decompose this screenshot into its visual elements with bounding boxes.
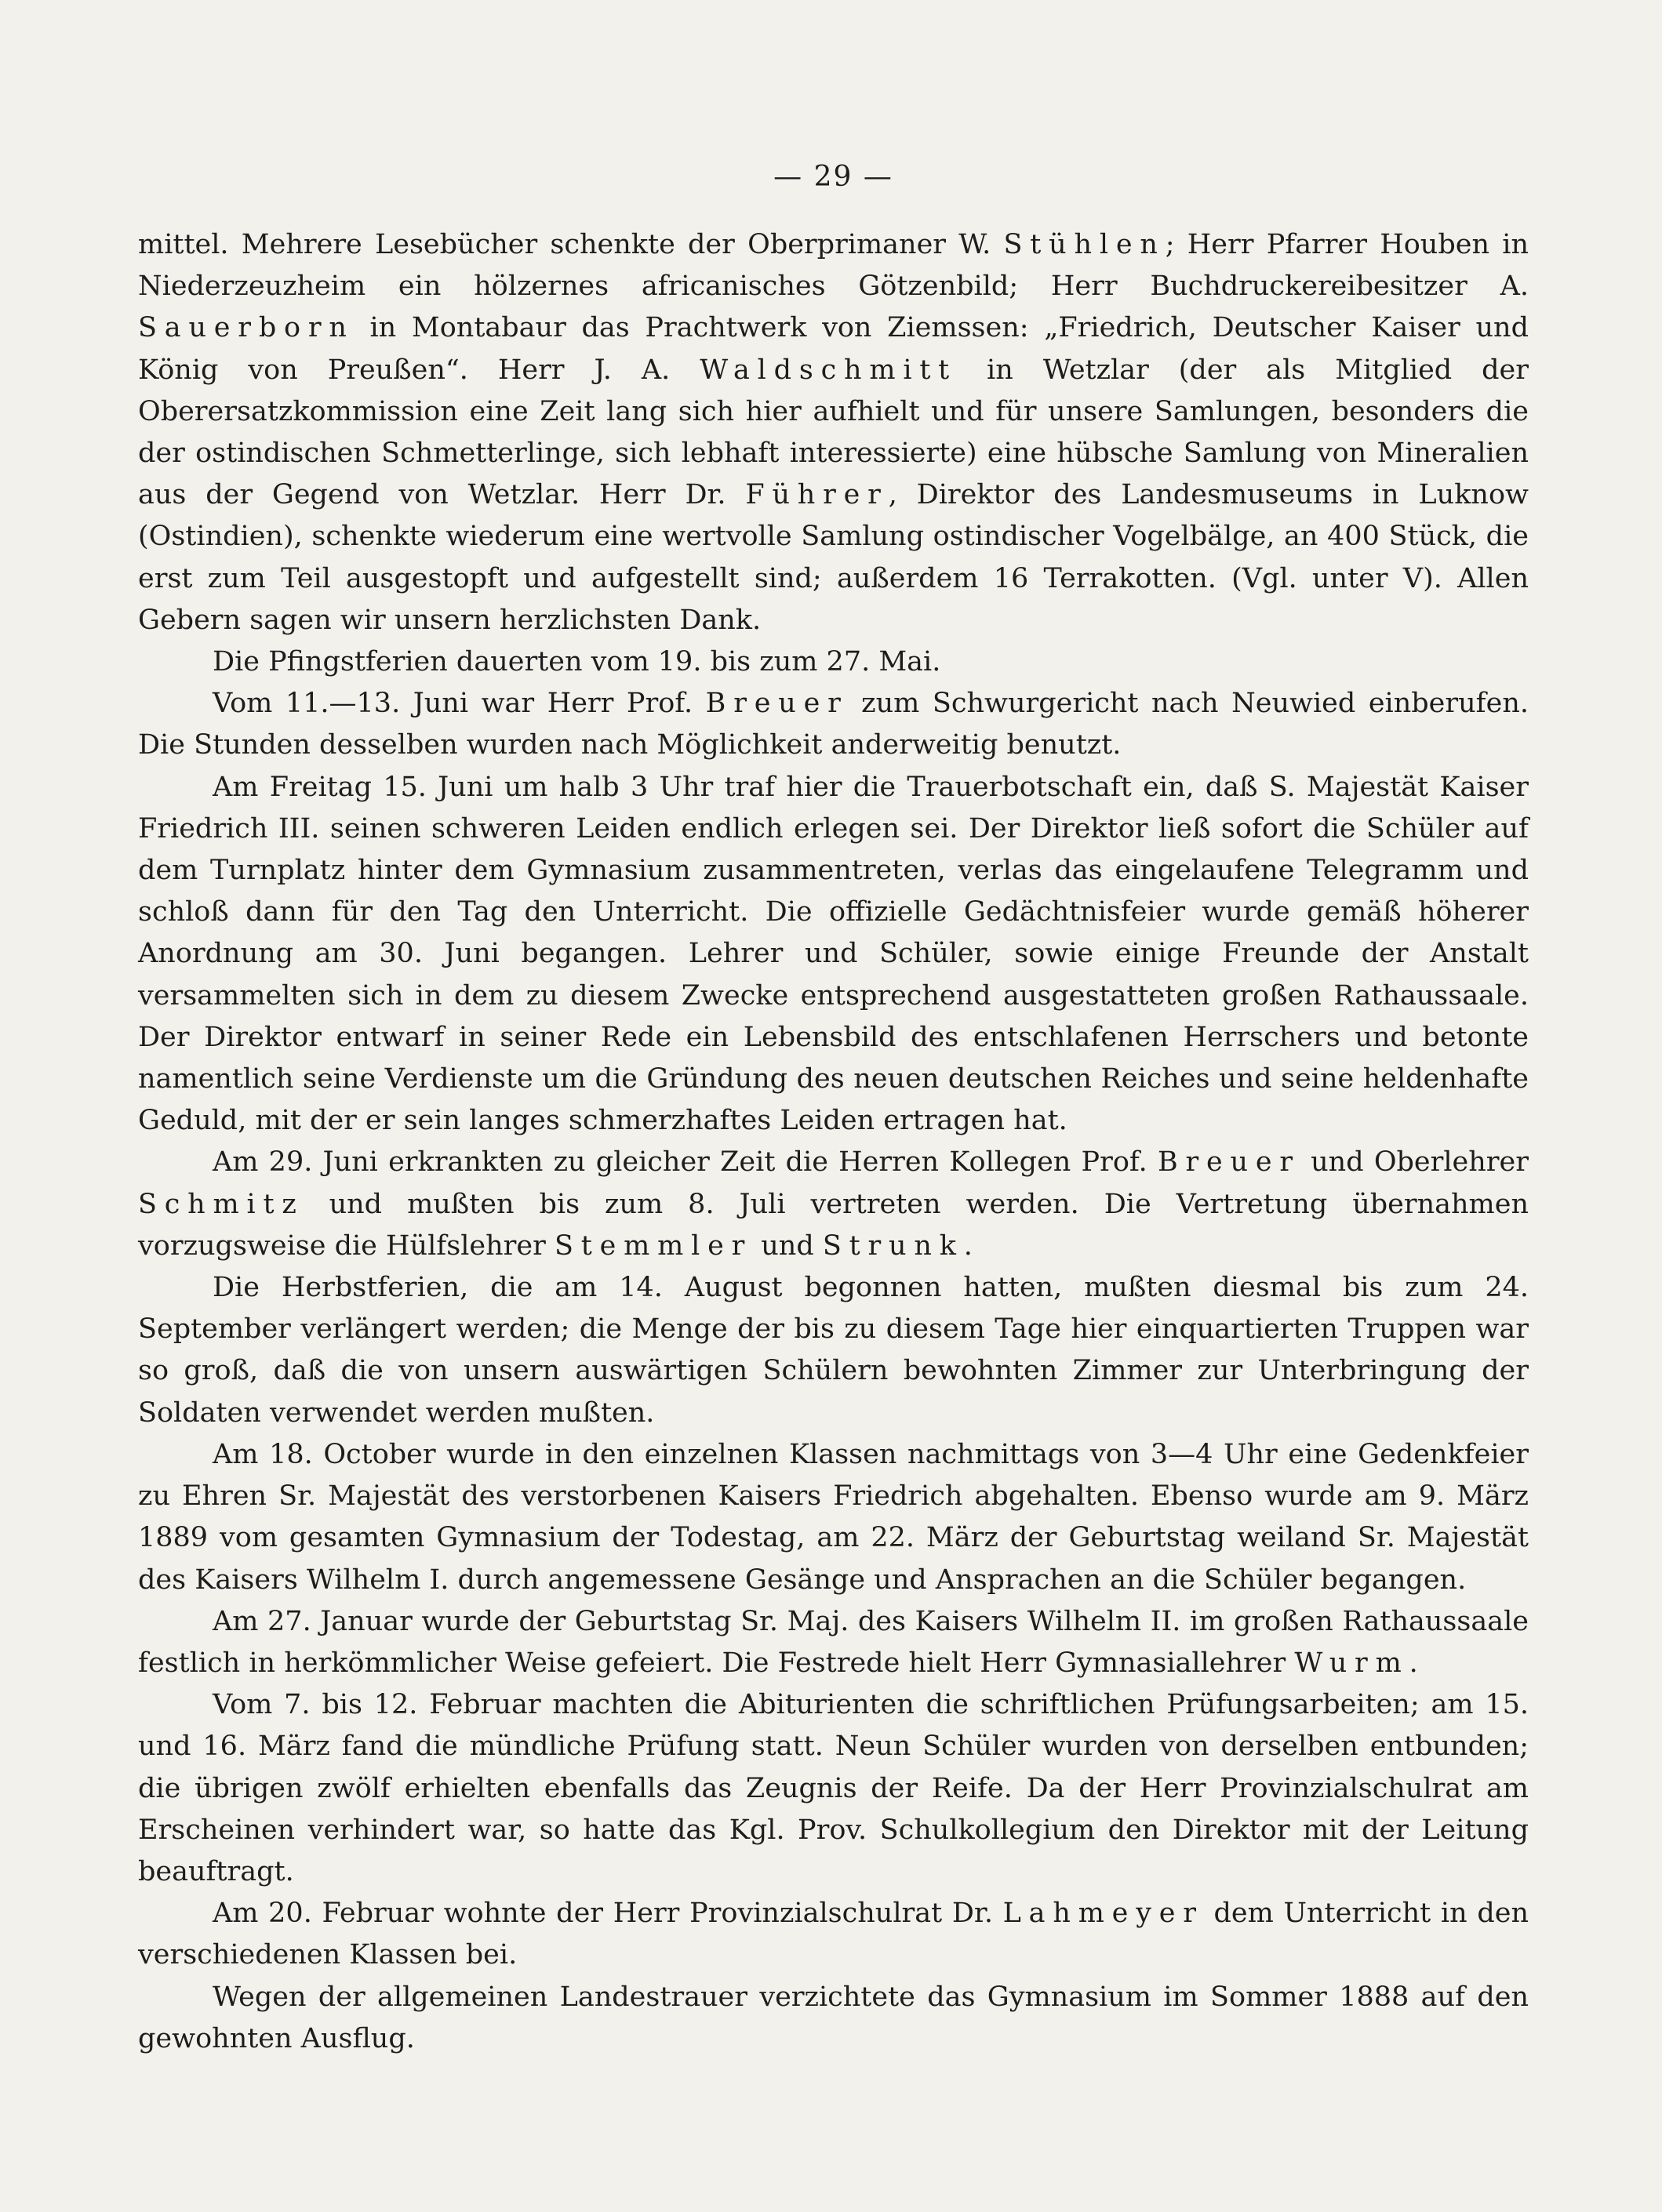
spaced-name: Breuer: [1157, 1146, 1300, 1179]
text-run: mittel. Mehrere Lesebücher schenkte der Oberprimaner W.: [138, 229, 1004, 260]
text-run: dem Unterricht in den verschiedenen Klassen bei.: [138, 1898, 1529, 1971]
spaced-name: Strunk: [822, 1229, 964, 1262]
text-run: zum Schwurgericht nach Neuwied einberufen. Die Stunden desselben wurden nach Möglichkeit anderweitig benutzt.: [138, 688, 1529, 761]
text-run: Vom 7. bis 12. Februar machten die Abiturienten die schriftlichen Prüfungsarbeiten; am 15. und 16. März fand die mündliche Prüfung statt. Neun Schüler wurden von derselben entbunden; die übrigen zwölf erhielten ebenfalls das Zeugnis der Reife. Da der Herr Provinzialschulrat am Erscheinen verhindert war, so hatte das Kgl. Prov. Schulkollegium den Direktor mit der Leitung beauftragt.: [138, 1689, 1529, 1887]
paragraph: [138, 683, 1529, 766]
text-run: .: [1409, 1647, 1418, 1679]
paragraph: [138, 767, 1529, 1142]
text-run: Am 18. October wurde in den einzelnen Klassen nachmittags von 3—4 Uhr eine Gedenkfeier zu Ehren Sr. Majestät des verstorbenen Kaisers Friedrich abgehalten. Ebenso wurde am 9. März 1889 vom gesamten Gymnasium der Todestag, am 22. März der Geburtstag weiland Sr. Majestät des Kaisers Wilhelm I. durch angemessene Gesänge und Ansprachen an die Schüler begangen.: [138, 1438, 1529, 1596]
paragraph: [138, 1684, 1529, 1893]
paragraph: [138, 1977, 1529, 2060]
text-run: in Montabaur das Prachtwerk von Ziemssen: „Friedrich, Deutscher Kaiser und König von Preußen“. Herr J. A.: [138, 312, 1529, 386]
text-run: und Oberlehrer: [1300, 1146, 1529, 1179]
paragraph: [138, 1142, 1529, 1267]
spaced-name: Führer: [745, 479, 889, 511]
text-run: Vom 11.—13. Juni war Herr Prof.: [213, 688, 706, 720]
spaced-name: Wurm: [1294, 1647, 1409, 1679]
spaced-name: Stemmler: [554, 1229, 753, 1262]
body-text: [138, 224, 1529, 2060]
paragraph: [138, 641, 1529, 683]
text-run: und: [752, 1229, 823, 1262]
spaced-name: Breuer: [705, 688, 849, 720]
text-run: in Wetzlar (der als Mitglied der Oberersatzkommission eine Zeit lang sich hier aufhielt und für unsere Samlungen, besonders die der ostindischen Schmetterlinge, sich lebhaft interessierte) eine hübsche Samlung von Mineralien aus der Gegend von Wetzlar. Herr Dr.: [138, 354, 1529, 511]
text-run: .: [963, 1229, 973, 1262]
spaced-name: Waldschmitt: [700, 354, 958, 386]
text-run: Am 27. Januar wurde der Geburtstag Sr. Maj. des Kaisers Wilhelm II. im großen Rathaussaale festlich in herkömmlicher Weise gefeiert. Die Festrede hielt Herr Gymnasiallehrer: [138, 1605, 1529, 1679]
text-run: , Direktor des Landesmuseums in Luknow (Ostindien), schenkte wiederum eine wertvolle Samlung ostindischer Vogelbälge, an 400 Stück, die erst zum Teil ausgestopft und aufgestellt sind; außerdem 16 Terrakotten. (Vgl. unter V). Allen Gebern sagen wir unsern herzlichsten Dank.: [138, 479, 1529, 636]
text-run: ; Herr Pfarrer Houben in Niederzeuzheim ein hölzernes africanisches Götzenbild; Herr Buchdruckereibesitzer A.: [138, 229, 1529, 303]
text-run: Wegen der allgemeinen Landestrauer verzichtete das Gymnasium im Sommer 1888 auf den gewohnten Ausflug.: [138, 1981, 1529, 2054]
paragraph: [138, 1267, 1529, 1434]
spaced-name: Stühlen: [1003, 229, 1166, 260]
text-run: Am 20. Februar wohnte der Herr Provinzialschulrat Dr.: [213, 1898, 1003, 1930]
text-run: Die Herbstferien, die am 14. August begonnen hatten, mußten diesmal bis zum 24. September verlängert werden; die Menge der bis zu diesem Tage hier einquartierten Truppen war so groß, daß die von unsern auswärtigen Schülern bewohnten Zimmer zur Unterbringung der Soldaten verwendet werden mußten.: [138, 1272, 1529, 1429]
spaced-name: Schmitz: [138, 1188, 304, 1220]
text-run: Die Pfingstferien dauerten vom 19. bis zum 27. Mai.: [213, 646, 941, 678]
text-run: Am 29. Juni erkrankten zu gleicher Zeit die Herren Kollegen Prof.: [213, 1146, 1158, 1179]
paragraph: [138, 1893, 1529, 1976]
page-number: — 29 —: [773, 161, 893, 193]
spaced-name: Lahmeyer: [1002, 1898, 1204, 1930]
text-run: und mußten bis zum 8. Juli vertreten werden. Die Vertretung übernahmen vorzugsweise die Hülfslehrer: [138, 1188, 1529, 1262]
paragraph: [138, 1434, 1529, 1601]
text-run: Am Freitag 15. Juni um halb 3 Uhr traf hier die Trauerbotschaft ein, daß S. Majestät Kaiser Friedrich III. seinen schweren Leiden endlich erlegen sei. Der Direktor ließ sofort die Schüler auf dem Turnplatz hinter dem Gymnasium zusammentreten, verlas das eingelaufene Telegramm und schloß dann für den Tag den Unterricht. Die offizielle Gedächtnisfeier wurde gemäß höherer Anordnung am 30. Juni begangen. Lehrer und Schüler, sowie einige Freunde der Anstalt versammelten sich in dem zu diesem Zwecke entsprechend ausgestatteten großen Rathaussaale. Der Direktor entwarf in seiner Rede ein Lebensbild des entschlafenen Herrschers und betonte namentlich seine Verdienste um die Gründung des neuen deutschen Reiches und seine heldenhafte Geduld, mit der er sein langes schmerzhaftes Leiden ertragen hat.: [138, 771, 1529, 1137]
spaced-name: Sauerborn: [138, 312, 355, 344]
paragraph: [138, 1601, 1529, 1684]
paragraph: [138, 224, 1529, 641]
